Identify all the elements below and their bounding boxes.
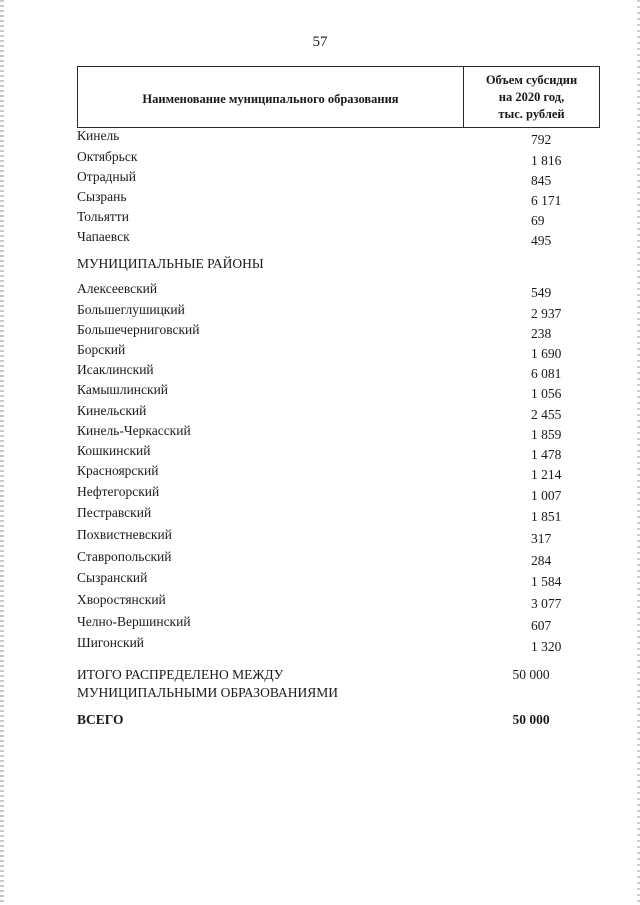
municipality-name: Камышлинский: [77, 382, 169, 397]
municipality-name: Кинель: [77, 128, 120, 143]
table-row: Исаклинский 6 081: [77, 362, 562, 381]
districts-section-heading: МУНИЦИПАЛЬНЫЕ РАЙОНЫ: [77, 256, 264, 271]
table-row: Кинель-Черкасский 1 859: [77, 423, 562, 442]
table-row: Сызрань 6 171: [77, 189, 562, 208]
table-row: Хворостянский 3 077: [77, 592, 562, 611]
distributed-total-label: ИТОГО РАСПРЕДЕЛЕНО МЕЖДУ МУНИЦИПАЛЬНЫМИ ОБРАЗОВАНИЯМИ: [77, 667, 338, 700]
table-row: Борский 1 690: [77, 342, 562, 361]
municipality-name: Кинельский: [77, 403, 147, 418]
table-row: Чапаевск 495: [77, 229, 552, 248]
scan-edge-left: [0, 0, 4, 905]
municipality-name: Красноярский: [77, 463, 159, 478]
municipality-name: Октябрьск: [77, 149, 138, 164]
municipality-name: Пестравский: [77, 505, 152, 520]
table-row: Тольятти 69: [77, 209, 545, 228]
table-row: Кинель 792: [77, 128, 552, 147]
municipality-name: Кинель-Черкасский: [77, 423, 191, 438]
table-row: Красноярский 1 214: [77, 463, 562, 482]
table-row: Октябрьск 1 816: [77, 149, 562, 168]
municipality-name: Хворостянский: [77, 592, 166, 607]
municipality-name: Борский: [77, 342, 126, 357]
table-row: Пестравский 1 851: [77, 505, 562, 524]
municipality-name: Сызранский: [77, 570, 148, 585]
name-column-header: Наименование муниципального образования: [78, 67, 464, 127]
distributed-total-value: 50 000: [512, 667, 550, 682]
grand-total-value: 50 000: [512, 712, 550, 727]
table-row: Похвистневский 317: [77, 527, 552, 546]
municipality-name: Челно-Вершинский: [77, 614, 191, 629]
table-row: Сызранский 1 584: [77, 570, 562, 589]
municipality-name: Шигонский: [77, 635, 145, 650]
table-row: Кинельский 2 455: [77, 403, 562, 422]
municipality-name: Похвистневский: [77, 527, 172, 542]
amount-column-header: Объем субсидии на 2020 год, тыс. рублей: [485, 72, 578, 121]
municipality-name: Отрадный: [77, 169, 136, 184]
municipality-name: Нефтегорский: [77, 484, 160, 499]
municipality-name: Чапаевск: [77, 229, 130, 244]
municipality-name: Сызрань: [77, 189, 127, 204]
table-row: Челно-Вершинский 607: [77, 614, 552, 633]
grand-total-label: ВСЕГО: [77, 712, 124, 727]
table-header: [77, 66, 600, 128]
municipality-name: Алексеевский: [77, 281, 158, 296]
table-row: Ставропольский 284: [77, 549, 552, 568]
table-row: Кошкинский 1 478: [77, 443, 562, 462]
page-number: 57: [312, 34, 328, 50]
municipality-name: Ставропольский: [77, 549, 172, 564]
table-row: Большеглушицкий 2 937: [77, 302, 562, 321]
municipality-name: Большечерниговский: [77, 322, 200, 337]
table-row: Большечерниговский 238: [77, 322, 552, 341]
table-row: Отрадный 845: [77, 169, 552, 188]
table-row: Нефтегорский 1 007: [77, 484, 562, 503]
municipality-name: Кошкинский: [77, 443, 151, 458]
municipality-name: Большеглушицкий: [77, 302, 185, 317]
municipality-name: Исаклинский: [77, 362, 154, 377]
municipality-name: Тольятти: [77, 209, 129, 224]
table-row: Алексеевский 549: [77, 281, 552, 300]
table-row: Шигонский 1 320: [77, 635, 562, 654]
table-row: Камышлинский 1 056: [77, 382, 562, 401]
